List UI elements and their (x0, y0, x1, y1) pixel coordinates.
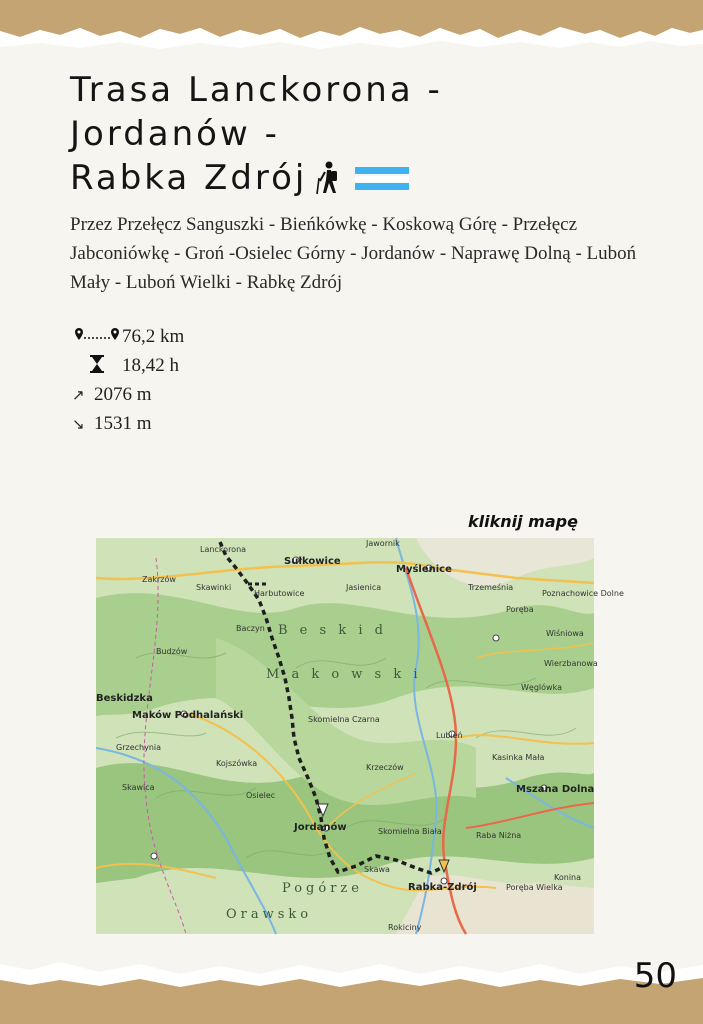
stat-descent (72, 409, 184, 438)
title-line-2: Jordanów - (70, 114, 280, 154)
map-label-poreba: Poręba (506, 605, 534, 614)
map-label-beskidzka: Beskidzka (96, 693, 153, 704)
map-label-zakrzow: Zakrzów (142, 575, 176, 584)
map-label-weglowka: Węglówka (521, 683, 562, 692)
map-label-skomielna-czarna: Skomielna Czarna (308, 715, 380, 724)
map-label-mszana: Mszana Dolna (516, 784, 595, 795)
map-label-beskid-region: B e s k i d (278, 623, 387, 638)
descent-arrow-icon: ↘ (72, 414, 85, 433)
map-label-trzemesnia: Trzemeśnia (468, 583, 514, 592)
map-label-wisniowa: Wiśniowa (546, 629, 584, 638)
map-label-skomielna-biala: Skomielna Biała (378, 827, 442, 836)
descent-value: 1531 m (94, 412, 152, 434)
map-label-rokiciny: Rokiciny (388, 923, 422, 932)
map-label-rabka: Rabka-Zdrój (408, 882, 477, 893)
route-title (70, 68, 670, 206)
map-label-lanckorona: Lanckorona (200, 545, 247, 554)
distance-value: 76,2 km (122, 325, 185, 347)
stat-time (72, 351, 184, 380)
time-value: 18,42 h (122, 354, 179, 376)
map-label-krzeczow: Krzeczów (366, 763, 404, 772)
title-line-3: Rabka Zdrój (70, 158, 308, 198)
hourglass-icon (72, 355, 122, 377)
map-label-jasienica: Jasienica (346, 583, 382, 592)
map-label-jawornik: Jawornik (366, 539, 400, 548)
map-label-makowski-region: M a k o w s k i (266, 667, 422, 682)
map-link-label[interactable]: kliknij mapę (468, 512, 578, 531)
torn-paper-top (0, 0, 703, 60)
map-label-myslenice: Myślenice (396, 564, 452, 575)
ascent-arrow-icon: ↗ (72, 385, 85, 404)
title-line-3-wrap (70, 156, 670, 206)
map-label-kojszowka: Kojszówka (216, 759, 258, 768)
map-label-jordanow: Jordanów (294, 822, 347, 833)
map-label-budzow: Budzów (156, 647, 188, 656)
map-label-wierzbanowa: Wierzbanowa (544, 659, 598, 668)
stat-distance (72, 322, 184, 351)
map-label-harbutowice: Harbutowice (254, 589, 305, 598)
title-line-1: Trasa Lanckorona - (70, 70, 443, 110)
map-label-poreba-wielka: Poręba Wielka (506, 883, 563, 892)
stat-ascent (72, 380, 184, 409)
map-label-skawinki: Skawinki (196, 583, 232, 592)
map-label-baczyn: Baczyn (236, 624, 265, 633)
torn-paper-bottom (0, 944, 703, 1024)
map-label-sulkowice: Sułkowice (284, 556, 341, 567)
map-label-pogorze: Pogórze (282, 881, 363, 896)
route-pin-icon (72, 327, 122, 347)
map-label-osielec: Osielec (246, 791, 276, 800)
map-label-koninki: Konina (554, 873, 582, 882)
blue-trail-flag-icon (355, 158, 409, 202)
map-label-grzechynia: Grzechynia (116, 743, 162, 752)
map-label-kasinka: Kasinka Mała (492, 753, 545, 762)
map-label-makow: Maków Podhalański (132, 710, 244, 721)
route-stats (72, 322, 184, 438)
map-label-skawica: Skawica (122, 783, 155, 792)
route-map[interactable] (96, 538, 624, 934)
ascent-value: 2076 m (94, 383, 152, 405)
map-label-poznachowice: Poznachowice Dolne (542, 589, 624, 598)
map-label-raba-nizna: Raba Niżna (476, 831, 522, 840)
hiker-icon (315, 161, 341, 206)
map-label-skawa: Skawa (364, 865, 390, 874)
map-label-lubien: Lubień (436, 731, 463, 740)
page-number: 50 (633, 956, 677, 996)
map-label-orawsko: Orawsko (226, 907, 313, 922)
route-description: Przez Przełęcz Sanguszki - Bieńkówkę - Koskową Górę - Przełęcz Jabconiówkę - Groń -Osielec Górny - Jordanów - Naprawę Dolną - Luboń Mały - Luboń Wielki - Rabkę Zdrój (70, 214, 637, 293)
